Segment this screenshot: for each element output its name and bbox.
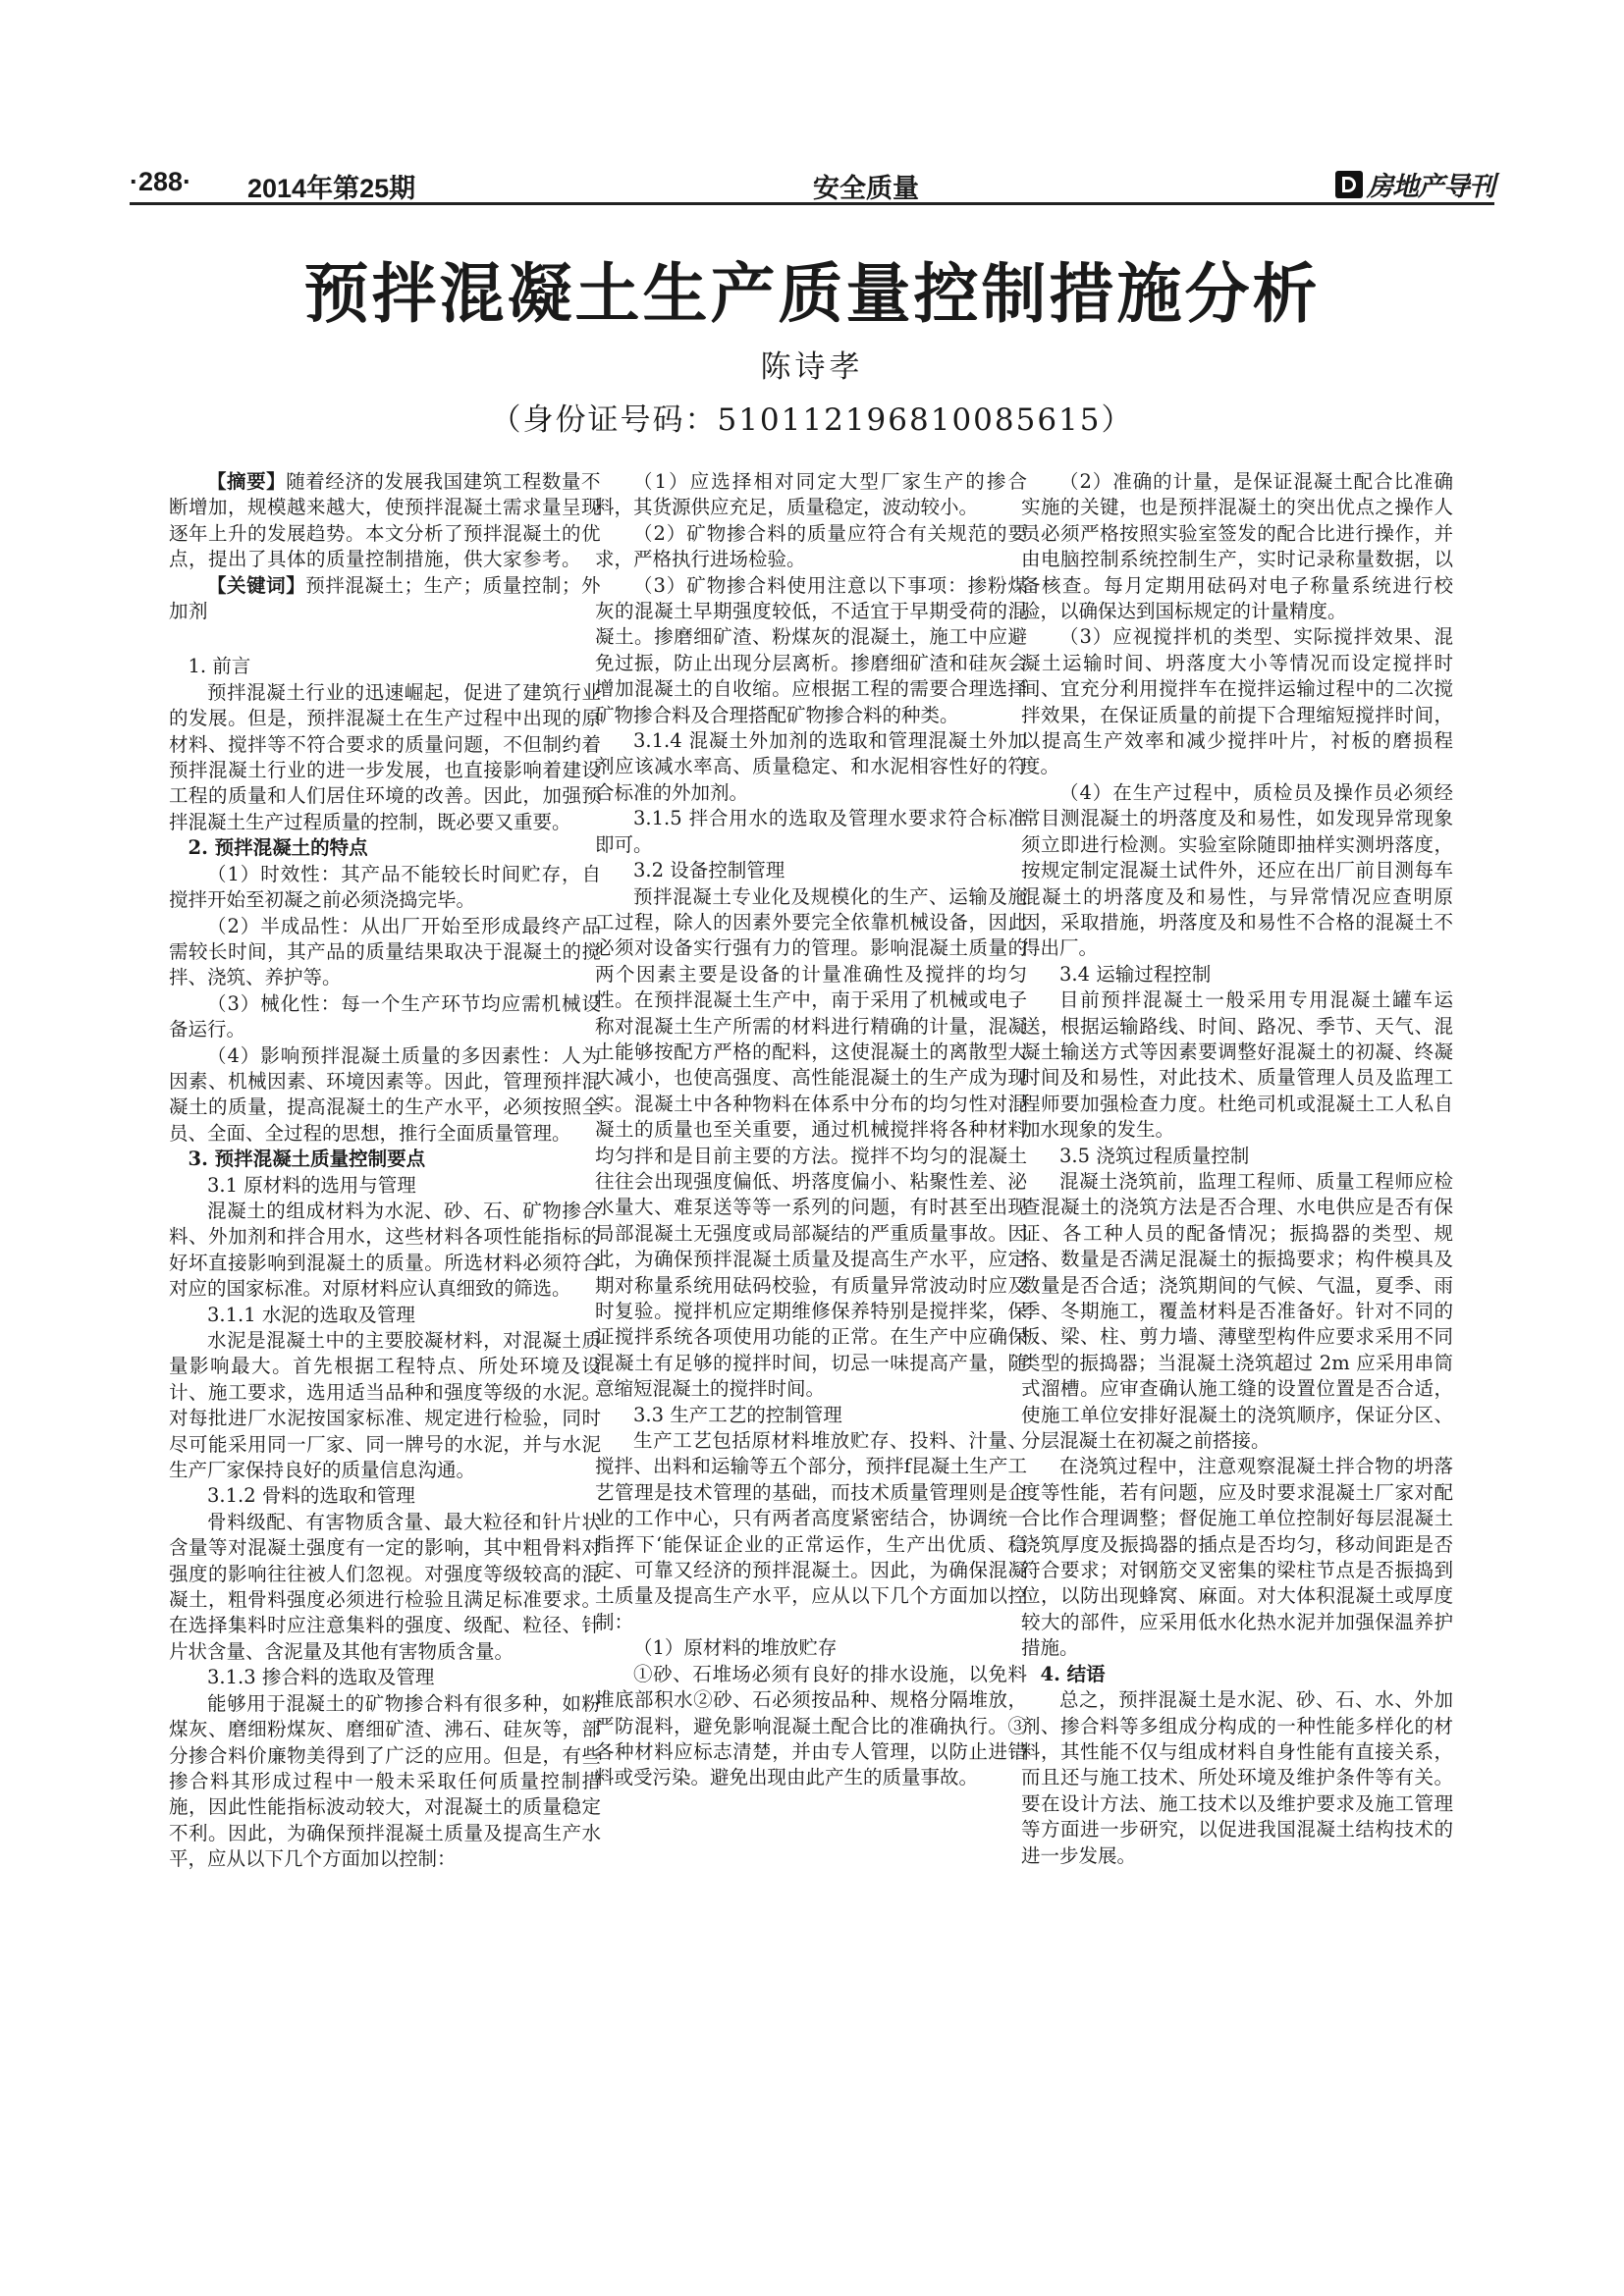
paragraph: （2）准确的计量，是保证混凝土配合比准确实施的关键，也是预拌混凝土的突出优点之操作人员必须严格按照实验室签发的配合比进行操作，并由电脑控制系统控制生产，实时记录称量数据，以备核查。每月定期用砝码对电子称量系统进行校验，以确保达到国标规定的计量精度。 [1021,470,1453,623]
text-column-3 [1021,469,1453,1869]
keywords-label: 【关键词】 [207,573,306,597]
keywords [169,573,601,625]
subsection-heading: 3.5 浇筑过程质量控制 [1059,1144,1250,1167]
paragraph: 在浇筑过程中，注意观察混凝土拌合物的坍落度等性能，若有问题，应及时要求混凝土厂家对配合比作合理调整；督促施工单位控制好每层混凝土浇筑厚度及振捣器的插点是否均匀，移动间距是否符合要求；对钢筋交叉密集的梁柱节点是否振捣到位，以防出现蜂窝、麻面。对大体积混凝土或厚度较大的部件，应采用低水化热水泥并加强保温养护措施。 [1021,1455,1453,1660]
paragraph: （2）半成品性：从出厂开始至形成最终产品需较长时间，其产品的质量结果取决于混凝土的搅拌、浇筑、养护等。 [169,914,601,989]
subsection-heading: 3.4 运输过程控制 [1059,962,1212,986]
journal-name [1335,165,1494,203]
header-rule [130,202,1494,205]
paragraph: （4）影响预拌混凝土质量的多因素性：人为因素、机械因素、环境因素等。因此，管理预拌混凝土的质量，提高混凝土的生产水平，必须按照全员、全面、全过程的思想，推行全面质量管理。 [169,1043,601,1145]
paragraph: （3）应视搅拌机的类型、实际搅拌效果、混凝土运输时间、坍落度大小等情况而设定搅拌时间、宜充分利用搅拌车在搅拌运输过程中的二次搅拌效果，在保证质量的前提下合理缩短搅拌时间，以提高生产效率和减少搅拌叶片，衬板的磨损程度。 [1021,625,1453,778]
paragraph: 混凝土的组成材料为水泥、砂、石、矿物掺合料、外加剂和拌合用水，这些材料各项性能指标的好坏直接影响到混凝土的质量。所选材料必须符合对应的国家标准。对原材料应认真细致的筛选。 [169,1199,601,1301]
paragraph: 总之，预拌混凝土是水泥、砂、石、水、外加剂、掺合料等多组成分构成的一种性能多样化的材料，其性能不仅与组成材料自身性能有直接关系，而且还与施工技术、所处环境及维护条件等有关。要在设计方法、施工技术以及维护要求及施工管理等方面进一步研究，以促进我国混凝土结构技术的进一步发展。 [1021,1688,1453,1867]
paragraph: （1）原材料的堆放贮存 [633,1636,838,1660]
paragraph: （3）械化性：每一个生产环节均应需机械设备运行。 [169,991,601,1041]
paragraph: 目前预拌混凝土一般采用专用混凝土罐车运送，根据运输路线、时间、路况、季节、天气、混凝土输送方式等因素要调整好混凝土的初凝、终凝时间及和易性，对此技术、质量管理人员及监理工程师要加强检查力度。杜绝司机或混凝土工人私自加水现象的发生。 [1021,988,1453,1142]
paragraph: 能够用于混凝土的矿物掺合料有很多种，如粉煤灰、磨细粉煤灰、磨细矿渣、沸石、硅灰等，部分掺合料价廉物美得到了广泛的应用。但是，有些掺合料其形成过程中一般未采取任何质量控制措施，因此性能指标波动较大，对混凝土的质量稳定不利。因此，为确保预拌混凝土质量及提高生产水平，应从以下几个方面加以控制： [169,1691,601,1871]
paragraph: 骨料级配、有害物质含量、最大粒径和针片状含量等对混凝土强度有一定的影响，其中粗骨料对强度的影响往往被人们忽视。对强度等级较高的混凝土，粗骨料强度必须进行检验且满足标准要求。在选择集料时应注意集料的强度、级配、粒径、针片状含量、含泥量及其他有害物质含量。 [169,1510,601,1663]
section-heading-1: 1. 前言 [188,655,251,678]
section-heading-2: 2. 预拌混凝土的特点 [188,836,368,860]
article-author: 陈诗孝 [760,349,864,385]
paragraph: 水泥是混凝土中的主要胶凝材料，对混凝土质量影响最大。首先根据工程特点、所处环境及设计、施工要求，选用适当品种和强度等级的水泥。对每批进厂水泥按国家标准、规定进行检验，同时尽可能采用同一厂家、同一牌号的水泥，并与水泥生产厂家保持良好的质量信息沟通。 [169,1329,601,1482]
subsection-heading: 3.1.2 骨料的选取和管理 [207,1484,415,1508]
paragraph: （3）矿物掺合料使用注意以下事项：掺粉煤灰的混凝土早期强度较低，不适宜于早期受荷的混凝土。掺磨细矿渣、粉煤灰的混凝土，施工中应避免过振，防止出现分层离析。掺磨细矿渣和硅灰会增加混凝土的自收缩。应根据工程的需要合理选择矿物掺合料及合理搭配矿物掺合料的种类。 [595,573,1027,726]
section-heading-4: 4. 结语 [1040,1662,1106,1685]
page-number: ·288· [130,167,192,196]
text-column-1 [169,469,601,1873]
running-header [130,159,1494,202]
abstract [169,469,601,573]
abstract-text: 随着经济的发展我国建筑工程数量不断增加，规模越来越大，使预拌混凝土需求量呈现逐年上升的发展趋势。本文分析了预拌混凝土的优点，提出了具体的质量控制措施，供大家参考。 [169,470,602,571]
paragraph: （1）时效性：其产品不能较长时间贮存，自搅拌开始至初凝之前必须浇捣完毕。 [169,862,601,912]
paragraph: 3.1.4 混凝土外加剂的选取和管理混凝土外加剂应该减水率高、质量稳定、和水泥相容性好的符合标准的外加剂。 [595,729,1027,804]
subsection-heading: 3.1 原材料的选用与管理 [207,1173,416,1197]
abstract-label: 【摘要】 [207,470,287,493]
paragraph: （2）矿物掺合料的质量应符合有关规范的要求，严格执行进场检验。 [595,521,1027,571]
subsection-heading: 3.1.3 掺合料的选取及管理 [207,1666,435,1689]
journal-logo-icon [1335,171,1363,198]
keywords-text: 预拌混凝土；生产；质量控制；外加剂 [169,573,601,623]
issue-label: 2014年第25期 [247,174,416,203]
paragraph: （1）应选择相对同定大型厂家生产的掺合料，其货源供应充足，质量稳定，波动较小。 [595,470,1027,519]
text-column-2 [595,469,1027,1791]
paragraph: （4）在生产过程中，质检员及操作员必须经常目测混凝土的坍落度及和易性，如发现异常现象须立即进行检测。实验室除随即抽样实测坍落度，按规定制定混凝土试件外，还应在出厂前目测每车混凝土的坍落度及和易性，与异常情况应查明原因，采取措施，坍落度及和易性不合格的混凝土不得出厂。 [1021,780,1453,960]
article-title: 预拌混凝土生产质量控制措施分析 [303,255,1321,332]
section-heading-3: 3. 预拌混凝土质量控制要点 [188,1148,426,1171]
subsection-heading: 3.2 设备控制管理 [633,859,785,882]
paragraph: 预拌混凝土行业的迅速崛起，促进了建筑行业的发展。但是，预拌混凝土在生产过程中出现的原材料、搅拌等不符合要求的质量问题，不但制约着预拌混凝土行业的进一步发展，也直接影响着建设工程的质量和人们居住环境的改善。因此，加强预拌混凝土生产过程质量的控制，既必要又重要。 [169,680,601,833]
paragraph: 生产工艺包括原材料堆放贮存、投料、汁量、搅拌、出料和运输等五个部分，预拌f昆凝土生产工艺管理是技术管理的基础，而技术质量管理则是企业的工作中心，只有两者高度紧密结合，协调统一指挥下‘能保证企业的正常运作，生产出优质、稳定、可靠又经济的预拌混凝土。因此，为确保混凝土质量及提高生产水平，应从以下几个方面加以控制： [595,1429,1027,1633]
subsection-heading: 3.1.1 水泥的选取及管理 [207,1303,415,1326]
paragraph: 混凝土浇筑前，监理工程师、质量工程师应检查混凝土的浇筑方法是否合理、水电供应是否有保证、各工种人员的配备情况；振捣器的类型、规格、数量是否满足混凝土的振捣要求；构件模具及数量是否合适；浇筑期间的气候、气温，夏季、雨季、冬期施工，覆盖材料是否准备好。针对不同的板、梁、柱、剪力墙、薄壁型构件应要求采用不同类型的振捣器；当混凝土浇筑超过 2m 应采用串筒式溜槽。应审查确认施工缝的设置位置是否合适，使施工单位安排好混凝土的浇筑顺序，保证分区、分层混凝土在初凝之前搭接。 [1021,1169,1453,1453]
paragraph: ①砂、石堆场必须有良好的排水设施，以免料堆底部积水②砂、石必须按品种、规格分隔堆放，严防混料，避免影响混凝土配合比的准确执行。③各种材料应标志清楚，并由专人管理，以防止进错料或受污染。避免出现由此产生的质量事故。 [595,1662,1027,1789]
author-id-line: （身份证号码：510112196810085615） [490,402,1134,438]
subsection-heading: 3.3 生产工艺的控制管理 [633,1403,842,1426]
paragraph: 3.1.5 拌合用水的选取及管理水要求符合标准即可。 [595,807,1027,856]
paragraph: 预拌混凝土专业化及规模化的生产、运输及施工过程，除人的因素外要完全依靠机械设备，因此必须对设备实行强有力的管理。影响混凝土质量的两个因素主要是设备的计量准确性及搅拌的均匀性。在预拌混凝土生产中，南于采用了机械或电子称对混凝土生产所需的材料进行精确的计量，混凝土能够按配方严格的配料，这使混凝土的离散型大大减小，也使高强度、高性能混凝土的生产成为现实。混凝土中各种物料在体系中分布的均匀性对混凝土的质量也至关重要，通过机械搅拌将各种材料均匀拌和是目前主要的方法。搅拌不均匀的混凝土往往会出现强度偏低、坍落度偏小、粘聚性差、泌水量大、难泵送等等一系列的问题，有时甚至出现局部混凝土无强度或局部凝结的严重质量事故。因此，为确保预拌混凝土质量及提高生产水平，应定期对称量系统用砝码校验，有质量异常波动时应及时复验。搅拌机应定期维修保养特别是搅拌桨，保证搅拌系统各项使用功能的正常。在生产中应确保混凝土有足够的搅拌时间，切忌一味提高产量，随意缩短混凝土的搅拌时间。 [595,884,1027,1401]
journal-title: 房地产导刊 [1367,172,1494,201]
section-label: 安全质量 [813,174,919,203]
